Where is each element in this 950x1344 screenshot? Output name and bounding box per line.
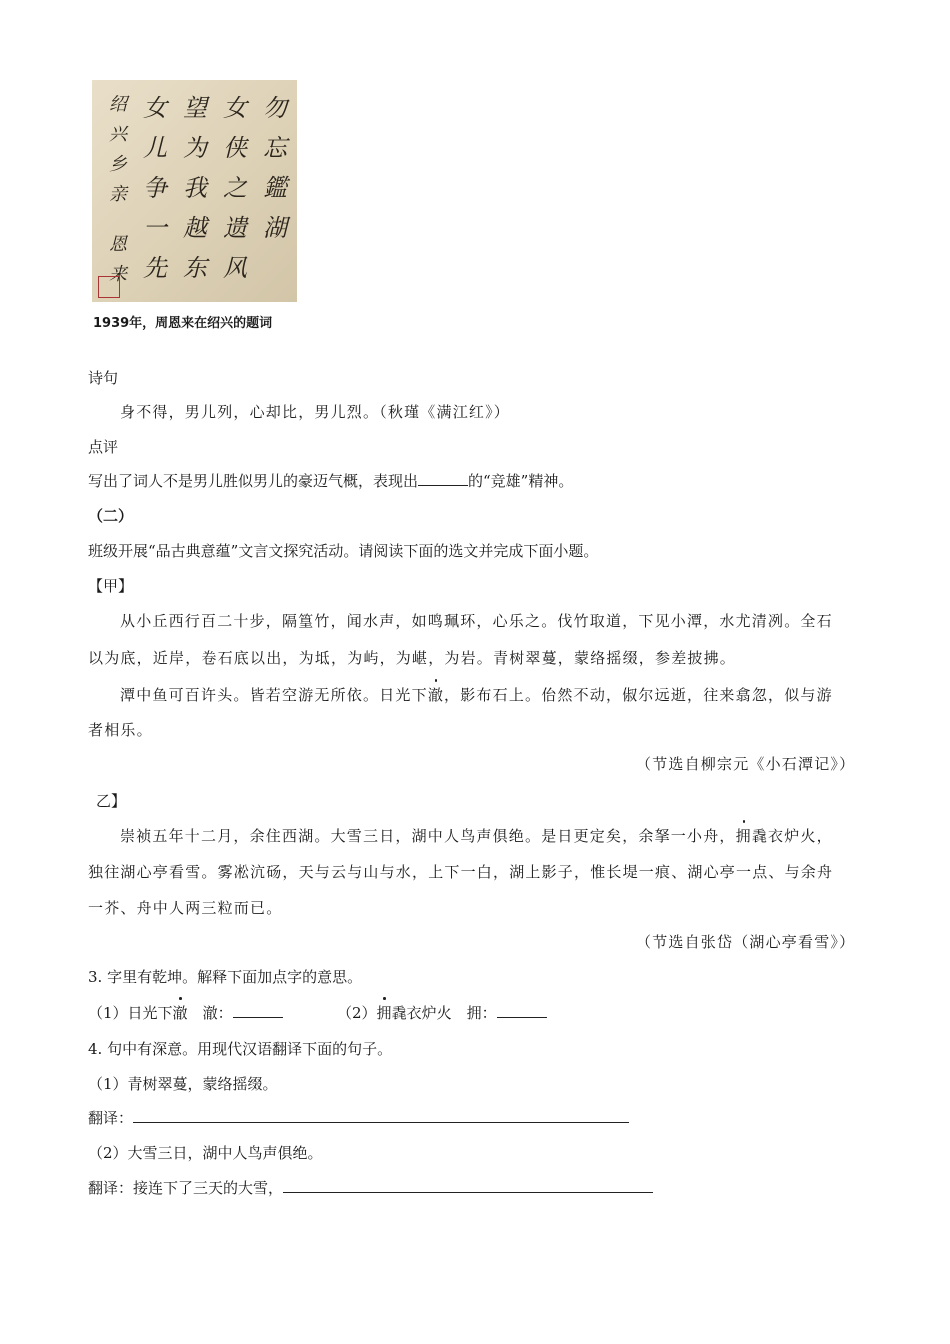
calligraphy-column: 女侠之遗风 bbox=[223, 94, 247, 282]
poem-line: 身不得，男儿列，心却比，男儿烈。（秋瑾《满江红》） bbox=[120, 403, 511, 421]
image-caption: 1939年，周恩来在绍兴的题词 bbox=[93, 316, 273, 331]
passage-line: 从小丘西行百二十步，隔篁竹，闻水声，如鸣珮环，心乐之。伐竹取道，下见小潭，水尤清冽。全石 bbox=[120, 612, 833, 630]
dotted-char: 拥 bbox=[735, 827, 752, 845]
comment-text: 写出了词人不是男儿胜似男儿的豪迈气概，表现出 的“竞雄”精神。 bbox=[88, 472, 574, 490]
section-intro: 班级开展“品古典意蕴”文言文探究活动。请阅读下面的选文并完成下面小题。 bbox=[88, 542, 599, 560]
dotted-char: 拥 bbox=[376, 1004, 392, 1022]
question-3-1: （1）日光下澈 澈： bbox=[88, 1002, 283, 1023]
answer-blank[interactable] bbox=[497, 1003, 547, 1018]
passage-source: （节选自张岱（湖心亭看雪》） bbox=[636, 933, 856, 951]
question-3-title: 3. 字里有乾坤。解释下面加点字的意思。 bbox=[88, 968, 363, 986]
answer-line[interactable] bbox=[283, 1178, 653, 1193]
question-3-2: （2）拥毳衣炉火 拥： bbox=[337, 1002, 547, 1023]
passage-line: 以为底，近岸，卷石底以出，为坻，为屿，为嵁，为岩。青树翠蔓，蒙络摇缀，参差披拂。 bbox=[88, 649, 737, 667]
calligraphy-signature: 恩来 bbox=[109, 234, 127, 285]
translation-2: 翻译：接连下了三天的大雪， bbox=[88, 1177, 653, 1198]
question-4-1: （1）青树翠蔓，蒙络摇缀。 bbox=[88, 1075, 278, 1093]
passage-line: 独往湖心亭看雪。雾凇沆砀，天与云与山与水，上下一白，湖上影子，惟长堤一痕、湖心亭一点、与余舟 bbox=[88, 863, 834, 881]
passage-yi-label: 乙】 bbox=[96, 792, 127, 810]
comment-label: 点评 bbox=[88, 438, 119, 456]
answer-blank[interactable] bbox=[233, 1003, 283, 1018]
question-4-title: 4. 句中有深意。用现代汉语翻译下面的句子。 bbox=[88, 1040, 393, 1058]
dotted-char: 澈 bbox=[172, 1004, 188, 1022]
answer-blank[interactable] bbox=[418, 471, 468, 486]
section-heading: （二） bbox=[88, 507, 134, 525]
question-4-2: （2）大雪三日，湖中人鸟声俱绝。 bbox=[88, 1144, 323, 1162]
passage-line: 潭中鱼可百许头。皆若空游无所依。日光下澈，影布石上。佁然不动，俶尔远逝，往来翕忽，似与游 bbox=[120, 686, 833, 704]
calligraphy-column: 绍兴乡亲 bbox=[109, 94, 127, 205]
translation-1: 翻译： bbox=[88, 1107, 629, 1128]
answer-line[interactable] bbox=[133, 1108, 629, 1123]
poem-label: 诗句 bbox=[88, 369, 119, 387]
dotted-char: 澈 bbox=[427, 686, 445, 704]
passage-source: （节选自柳宗元《小石潭记》） bbox=[636, 755, 856, 773]
calligraphy-image bbox=[92, 80, 297, 302]
passage-jia-label: 【甲】 bbox=[88, 577, 134, 595]
calligraphy-column: 望为我越东 bbox=[183, 94, 207, 282]
seal-stamp-icon bbox=[98, 276, 120, 298]
passage-line: 崇祯五年十二月，余住西湖。大雪三日，湖中人鸟声俱绝。是日更定矣，余拏一小舟，拥毳衣炉火， bbox=[120, 827, 833, 845]
calligraphy-column: 勿忘鑑湖 bbox=[263, 94, 287, 242]
passage-line: 者相乐。 bbox=[88, 721, 153, 739]
passage-line: 一芥、舟中人两三粒而已。 bbox=[88, 899, 283, 917]
calligraphy-column: 女儿争一先 bbox=[143, 94, 167, 282]
